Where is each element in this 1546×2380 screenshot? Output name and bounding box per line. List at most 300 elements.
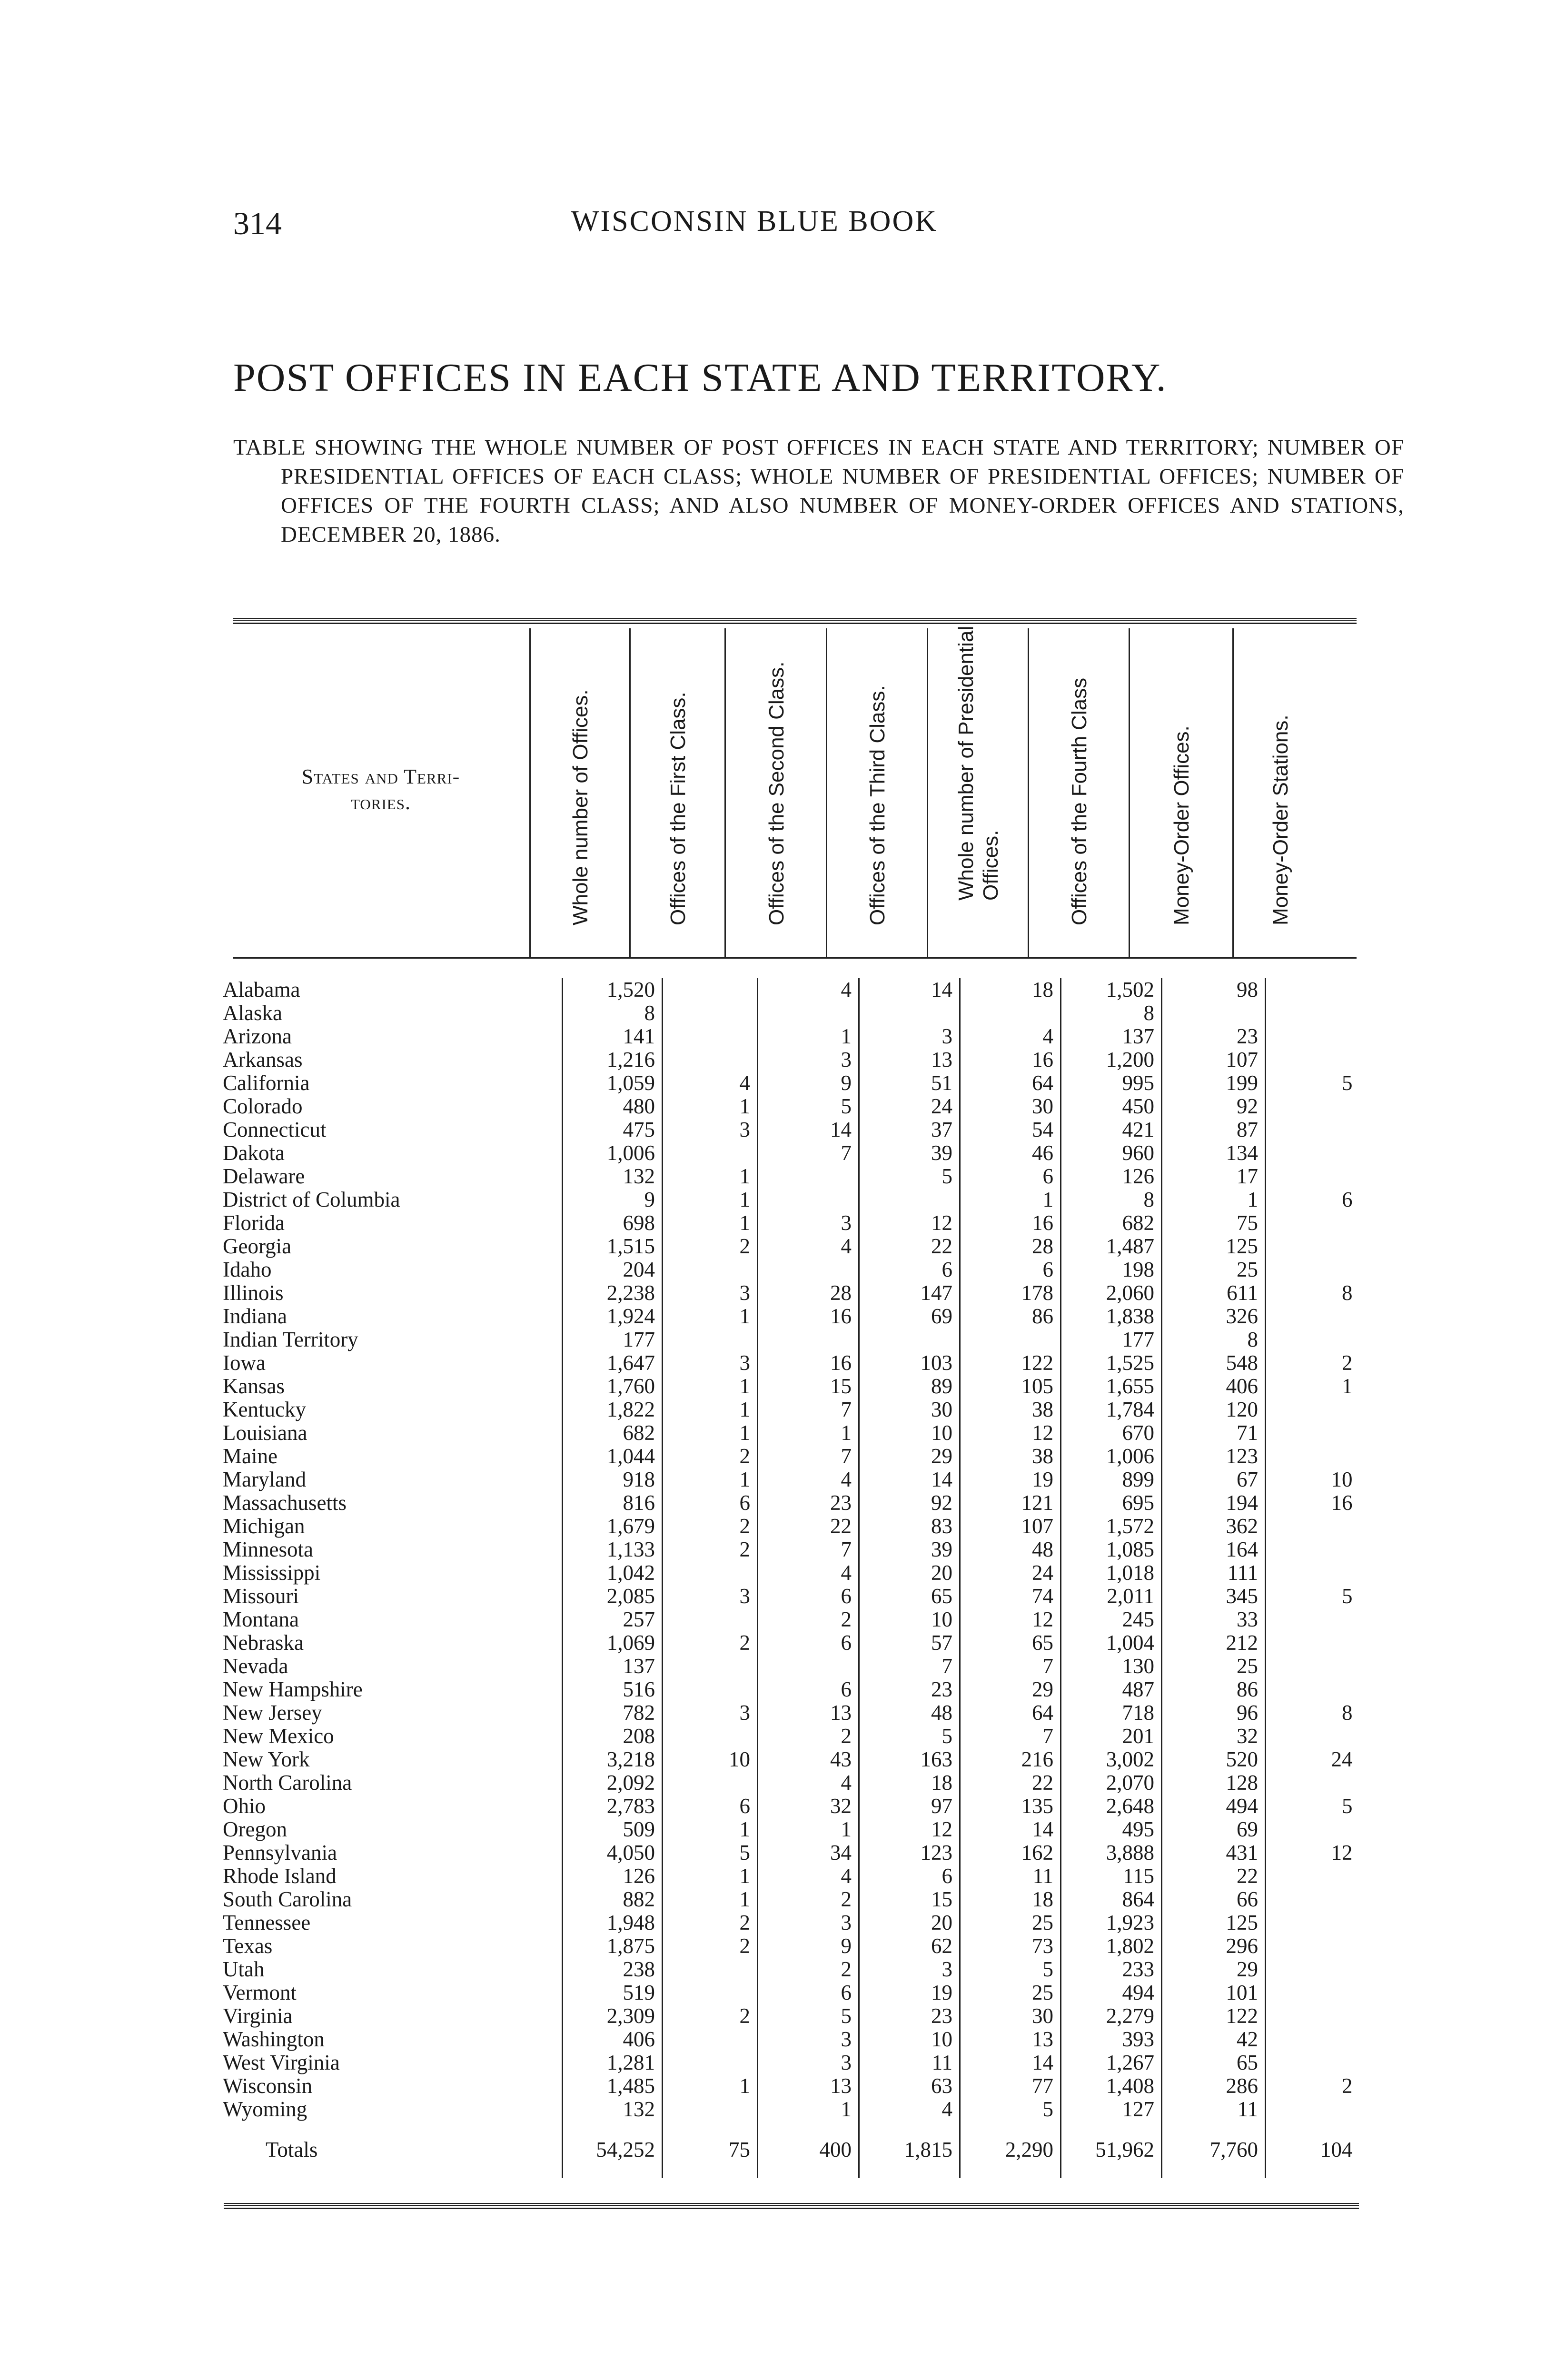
value-cell	[859, 1328, 960, 1351]
value-cell: 115	[1061, 1864, 1162, 1888]
value-cell: 1,042	[563, 1561, 663, 1585]
table-row	[223, 1888, 1359, 1911]
value-cell: 54	[960, 1118, 1061, 1141]
value-cell: 238	[563, 1958, 663, 1981]
value-cell: 22	[960, 1771, 1061, 1795]
value-cell	[1266, 1211, 1359, 1235]
value-cell: 30	[960, 2004, 1061, 2028]
table-row	[223, 1421, 1359, 1445]
value-cell: 2,085	[563, 1585, 663, 1608]
state-name-cell: Iowa	[223, 1351, 266, 1375]
value-cell: 8	[1266, 1701, 1359, 1725]
value-cell: 10	[859, 1608, 960, 1631]
value-cell: 296	[1162, 1934, 1266, 1958]
value-cell: 4	[758, 1771, 859, 1795]
value-cell: 127	[1061, 2098, 1162, 2121]
total-value-cell: 400	[758, 2121, 859, 2178]
value-cell	[960, 1328, 1061, 1351]
state-name-cell: Rhode Island	[223, 1864, 337, 1888]
value-cell	[1266, 1725, 1359, 1748]
state-name-cell: New Hampshire	[223, 1677, 363, 1701]
value-cell: 670	[1061, 1421, 1162, 1445]
value-cell: 1	[663, 1888, 758, 1911]
value-cell: 1,802	[1061, 1934, 1162, 1958]
state-name-cell: Michigan	[223, 1514, 305, 1538]
value-cell: 516	[563, 1678, 663, 1701]
value-cell: 123	[1162, 1445, 1266, 1468]
column-header-second-class: Offices of the Second Class.	[724, 628, 827, 957]
value-cell: 32	[758, 1795, 859, 1818]
value-cell: 3	[758, 1911, 859, 1934]
value-cell	[1266, 1678, 1359, 1701]
value-cell: 24	[1266, 1748, 1359, 1771]
value-cell: 13	[960, 2028, 1061, 2051]
value-cell: 2	[1266, 2074, 1359, 2098]
value-cell: 28	[960, 1235, 1061, 1258]
value-cell: 509	[563, 1818, 663, 1841]
value-cell: 1,760	[563, 1375, 663, 1398]
state-name-cell: Missouri	[223, 1584, 299, 1608]
value-cell: 92	[859, 1491, 960, 1515]
page-header	[0, 205, 1546, 243]
value-cell: 494	[1061, 1981, 1162, 2004]
state-name-cell: New Jersey	[223, 1701, 322, 1725]
total-value-cell: 54,252	[563, 2121, 663, 2178]
totals-row	[223, 2121, 1359, 2178]
totals-label: Totals	[266, 2138, 318, 2162]
table-row	[223, 1748, 1359, 1771]
value-cell: 178	[960, 1281, 1061, 1305]
value-cell: 1,004	[1061, 1631, 1162, 1655]
value-cell: 208	[563, 1725, 663, 1748]
value-cell: 1	[758, 2098, 859, 2121]
table-row	[223, 1771, 1359, 1795]
value-cell: 9	[563, 1188, 663, 1211]
running-head: WISCONSIN BLUE BOOK	[571, 205, 938, 238]
value-cell: 3,002	[1061, 1748, 1162, 1771]
value-cell: 519	[563, 1981, 663, 2004]
value-cell	[663, 1958, 758, 1981]
value-cell: 6	[758, 1585, 859, 1608]
value-cell: 18	[960, 1888, 1061, 1911]
state-name-cell: Ohio	[223, 1794, 266, 1818]
state-name-cell: Massachusetts	[223, 1491, 347, 1515]
table-row	[223, 1071, 1359, 1095]
page-number: 314	[233, 205, 282, 241]
value-cell: 7	[960, 1725, 1061, 1748]
value-cell	[663, 1025, 758, 1048]
value-cell: 48	[859, 1701, 960, 1725]
value-cell: 816	[563, 1491, 663, 1515]
value-cell: 25	[960, 1911, 1061, 1934]
value-cell: 899	[1061, 1468, 1162, 1491]
value-cell	[1266, 1934, 1359, 1958]
value-cell: 1,515	[563, 1235, 663, 1258]
table-row	[223, 1491, 1359, 1515]
column-header-money-order-offices: Money-Order Offices.	[1129, 628, 1234, 957]
value-cell: 51	[859, 1071, 960, 1095]
value-cell: 103	[859, 1351, 960, 1375]
state-name-cell: Arkansas	[223, 1048, 303, 1071]
value-cell: 2	[663, 1934, 758, 1958]
value-cell: 24	[859, 1095, 960, 1118]
table-row	[223, 1934, 1359, 1958]
value-cell	[1266, 1165, 1359, 1188]
value-cell: 3	[758, 1211, 859, 1235]
value-cell: 13	[859, 1048, 960, 1071]
state-name-cell: Maryland	[223, 1468, 306, 1491]
value-cell: 125	[1162, 1235, 1266, 1258]
value-cell: 23	[758, 1491, 859, 1515]
value-cell: 6	[960, 1258, 1061, 1281]
value-cell: 2,060	[1061, 1281, 1162, 1305]
value-cell: 107	[1162, 1048, 1266, 1071]
state-name-cell: Kansas	[223, 1374, 285, 1398]
value-cell	[1266, 2098, 1359, 2121]
value-cell: 2,011	[1061, 1585, 1162, 1608]
value-cell: 16	[960, 1048, 1061, 1071]
header-divider	[233, 957, 1357, 959]
value-cell: 14	[960, 1818, 1061, 1841]
value-cell: 23	[859, 1678, 960, 1701]
value-cell: 326	[1162, 1305, 1266, 1328]
value-cell: 1,572	[1061, 1515, 1162, 1538]
column-header-first-class: Offices of the First Class.	[629, 628, 726, 957]
value-cell	[663, 1258, 758, 1281]
value-cell: 1,838	[1061, 1305, 1162, 1328]
state-name-cell: Nebraska	[223, 1631, 304, 1655]
state-name-cell: Mississippi	[223, 1561, 321, 1585]
value-cell: 995	[1061, 1071, 1162, 1095]
table-top-rule	[233, 618, 1357, 624]
value-cell: 2	[758, 1888, 859, 1911]
value-cell: 177	[1061, 1328, 1162, 1351]
value-cell: 38	[960, 1398, 1061, 1421]
value-cell: 257	[563, 1608, 663, 1631]
value-cell: 19	[960, 1468, 1061, 1491]
value-cell: 1,267	[1061, 2051, 1162, 2074]
value-cell: 11	[960, 1864, 1061, 1888]
value-cell: 1,485	[563, 2074, 663, 2098]
value-cell: 126	[1061, 1165, 1162, 1188]
value-cell: 20	[859, 1561, 960, 1585]
value-cell: 6	[758, 1981, 859, 2004]
value-cell	[663, 1771, 758, 1795]
value-cell: 8	[1162, 1328, 1266, 1351]
value-cell: 5	[758, 2004, 859, 2028]
state-name-cell: Pennsylvania	[223, 1841, 337, 1864]
value-cell	[663, 1725, 758, 1748]
value-cell: 960	[1061, 1141, 1162, 1165]
table-row	[223, 1398, 1359, 1421]
value-cell: 882	[563, 1888, 663, 1911]
value-cell: 199	[1162, 1071, 1266, 1095]
value-cell: 141	[563, 1025, 663, 1048]
value-cell: 1,923	[1061, 1911, 1162, 1934]
value-cell: 1,200	[1061, 1048, 1162, 1071]
state-name-cell: Oregon	[223, 1817, 287, 1841]
value-cell: 548	[1162, 1351, 1266, 1375]
table-row	[223, 2074, 1359, 2098]
state-name-cell: Wyoming	[223, 2097, 307, 2121]
value-cell: 918	[563, 1468, 663, 1491]
table-row	[223, 1841, 1359, 1864]
value-cell	[1266, 1911, 1359, 1934]
value-cell: 5	[960, 2098, 1061, 2121]
value-cell: 25	[960, 1981, 1061, 2004]
table-row	[223, 1211, 1359, 1235]
value-cell: 98	[1162, 978, 1266, 1002]
value-cell: 8	[1061, 1188, 1162, 1211]
value-cell: 147	[859, 1281, 960, 1305]
value-cell	[1266, 1888, 1359, 1911]
total-value-cell: 75	[663, 2121, 758, 2178]
value-cell	[1266, 2004, 1359, 2028]
value-cell: 1	[663, 1864, 758, 1888]
value-cell: 1,655	[1061, 1375, 1162, 1398]
value-cell: 194	[1162, 1491, 1266, 1515]
value-cell: 1,085	[1061, 1538, 1162, 1561]
value-cell: 3	[663, 1118, 758, 1141]
value-cell: 120	[1162, 1398, 1266, 1421]
value-cell: 101	[1162, 1981, 1266, 2004]
value-cell: 137	[563, 1655, 663, 1678]
state-name-cell: Montana	[223, 1607, 299, 1631]
value-cell: 2,648	[1061, 1795, 1162, 1818]
table-row	[223, 1002, 1359, 1025]
value-cell: 25	[1162, 1258, 1266, 1281]
value-cell	[1266, 1002, 1359, 1025]
state-name-cell: South Carolina	[223, 1887, 352, 1911]
value-cell	[1266, 1981, 1359, 2004]
value-cell: 1,281	[563, 2051, 663, 2074]
table-row	[223, 1258, 1359, 1281]
value-cell: 5	[758, 1095, 859, 1118]
state-name-cell: Dakota	[223, 1141, 285, 1165]
value-cell: 3	[663, 1585, 758, 1608]
value-cell: 2	[758, 1608, 859, 1631]
state-name-cell: Arizona	[223, 1024, 292, 1048]
state-name-cell: Florida	[223, 1211, 285, 1235]
value-cell	[758, 1165, 859, 1188]
value-cell: 494	[1162, 1795, 1266, 1818]
value-cell	[1266, 1864, 1359, 1888]
value-cell	[663, 1002, 758, 1025]
value-cell: 1,487	[1061, 1235, 1162, 1258]
value-cell: 8	[563, 1002, 663, 1025]
value-cell	[1266, 1048, 1359, 1071]
value-cell: 29	[1162, 1958, 1266, 1981]
value-cell: 1,679	[563, 1515, 663, 1538]
value-cell	[758, 1002, 859, 1025]
value-cell: 122	[960, 1351, 1061, 1375]
value-cell	[1266, 1538, 1359, 1561]
value-cell	[1266, 1818, 1359, 1841]
value-cell	[663, 1655, 758, 1678]
table-row	[223, 1701, 1359, 1725]
state-name-cell: Connecticut	[223, 1118, 327, 1141]
value-cell: 64	[960, 1701, 1061, 1725]
value-cell: 1	[663, 1375, 758, 1398]
value-cell: 1	[663, 1211, 758, 1235]
value-cell: 132	[563, 2098, 663, 2121]
value-cell: 2,309	[563, 2004, 663, 2028]
state-name-cell: Nevada	[223, 1654, 288, 1678]
value-cell: 611	[1162, 1281, 1266, 1305]
value-cell: 12	[960, 1421, 1061, 1445]
value-cell: 2	[758, 1958, 859, 1981]
value-cell	[663, 1561, 758, 1585]
value-cell: 57	[859, 1631, 960, 1655]
value-cell: 1,018	[1061, 1561, 1162, 1585]
value-cell: 5	[663, 1841, 758, 1864]
table-row	[223, 1911, 1359, 1934]
value-cell: 162	[960, 1841, 1061, 1864]
table-row	[223, 1351, 1359, 1375]
value-cell: 86	[1162, 1678, 1266, 1701]
table-row	[223, 1188, 1359, 1211]
column-header-presidential: Whole number of Presidential Offices.	[927, 628, 1029, 957]
table-row	[223, 1375, 1359, 1398]
state-name-cell: New York	[223, 1747, 310, 1771]
value-cell: 71	[1162, 1421, 1266, 1445]
value-cell: 2,238	[563, 1281, 663, 1305]
state-name-cell: Washington	[223, 2027, 325, 2051]
value-cell: 177	[563, 1328, 663, 1351]
state-name-cell: Tennessee	[223, 1911, 311, 1934]
value-cell: 16	[758, 1351, 859, 1375]
value-cell	[663, 1678, 758, 1701]
value-cell	[859, 1188, 960, 1211]
value-cell: 7	[758, 1398, 859, 1421]
total-value-cell: 7,760	[1162, 2121, 1266, 2178]
value-cell: 12	[859, 1211, 960, 1235]
value-cell: 125	[1162, 1911, 1266, 1934]
value-cell: 1	[758, 1025, 859, 1048]
value-cell	[1266, 1095, 1359, 1118]
value-cell: 2	[1266, 1351, 1359, 1375]
table-row	[223, 1165, 1359, 1188]
value-cell: 4	[758, 1561, 859, 1585]
value-cell: 89	[859, 1375, 960, 1398]
state-name-cell: Wisconsin	[223, 2074, 313, 2098]
value-cell: 4	[758, 1235, 859, 1258]
value-cell: 1	[663, 1421, 758, 1445]
value-cell: 393	[1061, 2028, 1162, 2051]
table-body	[223, 978, 1359, 2178]
value-cell: 1	[758, 1421, 859, 1445]
value-cell: 14	[859, 1468, 960, 1491]
value-cell: 3	[758, 2051, 859, 2074]
value-cell: 1	[663, 2074, 758, 2098]
value-cell: 1,520	[563, 978, 663, 1002]
state-name-cell: Delaware	[223, 1164, 305, 1188]
table-row	[223, 1655, 1359, 1678]
column-header-whole-number: Whole number of Offices.	[529, 628, 631, 957]
value-cell	[1266, 1235, 1359, 1258]
value-cell: 12	[1266, 1841, 1359, 1864]
value-cell: 3,218	[563, 1748, 663, 1771]
value-cell: 6	[859, 1864, 960, 1888]
table-row	[223, 1118, 1359, 1141]
value-cell: 126	[563, 1864, 663, 1888]
value-cell	[1266, 1328, 1359, 1351]
value-cell: 212	[1162, 1631, 1266, 1655]
value-cell	[1266, 1258, 1359, 1281]
value-cell: 1,822	[563, 1398, 663, 1421]
value-cell: 1	[1162, 1188, 1266, 1211]
value-cell: 134	[1162, 1141, 1266, 1165]
value-cell: 5	[1266, 1071, 1359, 1095]
state-name-cell: New Mexico	[223, 1724, 334, 1748]
value-cell: 201	[1061, 1725, 1162, 1748]
value-cell: 32	[1162, 1725, 1266, 1748]
value-cell	[1266, 1398, 1359, 1421]
state-name-cell: Maine	[223, 1444, 277, 1468]
value-cell: 65	[1162, 2051, 1266, 2074]
value-cell: 22	[859, 1235, 960, 1258]
value-cell: 4	[758, 1468, 859, 1491]
value-cell: 1,006	[1061, 1445, 1162, 1468]
value-cell: 163	[859, 1748, 960, 1771]
table-row	[223, 2028, 1359, 2051]
value-cell: 6	[960, 1165, 1061, 1188]
table-row	[223, 1025, 1359, 1048]
table-row	[223, 1095, 1359, 1118]
value-cell: 1,784	[1061, 1398, 1162, 1421]
table-row	[223, 2051, 1359, 2074]
value-cell: 86	[960, 1305, 1061, 1328]
value-cell: 6	[1266, 1188, 1359, 1211]
value-cell: 77	[960, 2074, 1061, 2098]
value-cell: 10	[859, 1421, 960, 1445]
value-cell: 1,408	[1061, 2074, 1162, 2098]
value-cell	[663, 978, 758, 1002]
value-cell: 431	[1162, 1841, 1266, 1864]
value-cell: 107	[960, 1515, 1061, 1538]
value-cell: 520	[1162, 1748, 1266, 1771]
value-cell: 3	[758, 2028, 859, 2051]
value-cell: 3	[859, 1958, 960, 1981]
value-cell: 2	[663, 1631, 758, 1655]
value-cell: 4	[663, 1071, 758, 1095]
value-cell	[663, 1328, 758, 1351]
page-title: POST OFFICES IN EACH STATE AND TERRITORY.	[233, 356, 1167, 400]
total-value-cell: 1,815	[859, 2121, 960, 2178]
value-cell: 6	[663, 1795, 758, 1818]
value-cell: 5	[859, 1725, 960, 1748]
value-cell: 9	[758, 1071, 859, 1095]
value-cell: 2	[663, 1911, 758, 1934]
value-cell: 7	[758, 1141, 859, 1165]
value-cell	[1266, 2028, 1359, 2051]
state-name-cell: Vermont	[223, 1981, 297, 2004]
table-row	[223, 1608, 1359, 1631]
value-cell: 3	[663, 1351, 758, 1375]
value-cell: 29	[859, 1445, 960, 1468]
value-cell	[1266, 1141, 1359, 1165]
value-cell: 216	[960, 1748, 1061, 1771]
value-cell: 65	[960, 1631, 1061, 1655]
value-cell: 39	[859, 1141, 960, 1165]
value-cell: 13	[758, 1701, 859, 1725]
value-cell	[1162, 1002, 1266, 1025]
value-cell: 75	[1162, 1211, 1266, 1235]
value-cell: 73	[960, 1934, 1061, 1958]
value-cell: 11	[1162, 2098, 1266, 2121]
value-cell: 128	[1162, 1771, 1266, 1795]
value-cell	[663, 2051, 758, 2074]
